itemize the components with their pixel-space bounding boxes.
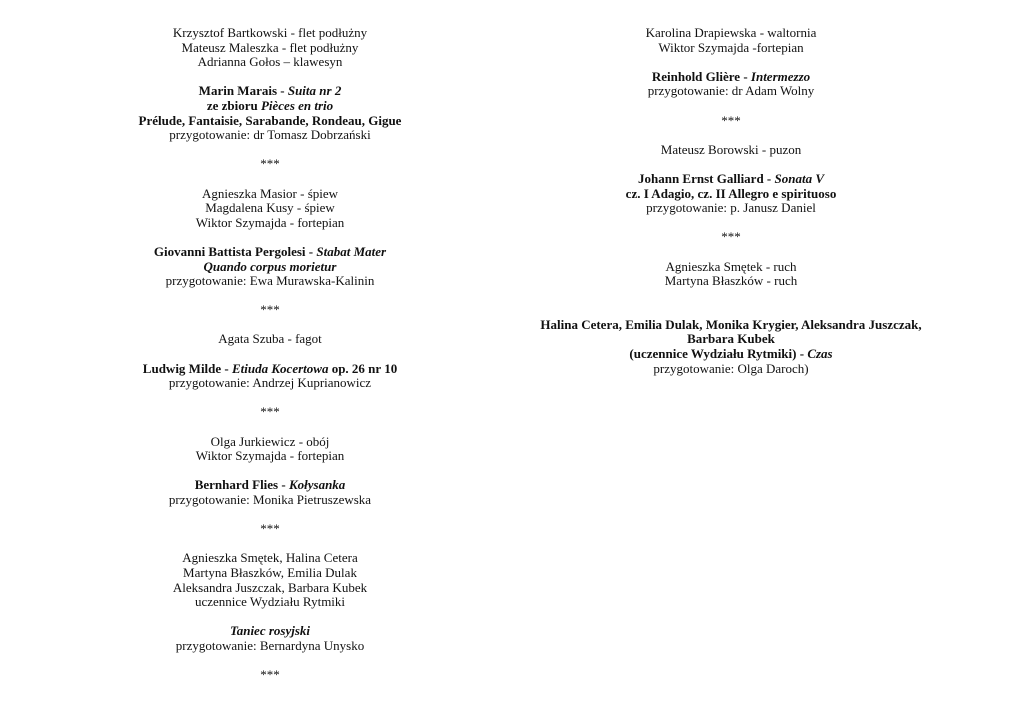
line-text: przygotowanie: dr Adam Wolny bbox=[647, 83, 815, 99]
program-line bbox=[60, 201, 480, 216]
work-title: Taniec rosyjski bbox=[229, 623, 311, 639]
line-text: przygotowanie: Bernardyna Unysko bbox=[175, 637, 365, 653]
program-line bbox=[521, 143, 941, 158]
program-line bbox=[521, 332, 941, 347]
work-title: Etiuda Kocertowa bbox=[232, 360, 329, 376]
spacer bbox=[521, 245, 941, 260]
program-line bbox=[521, 318, 941, 333]
program-line bbox=[521, 274, 941, 289]
section-separator bbox=[60, 405, 480, 420]
work-title: Suita nr 2 bbox=[287, 83, 342, 99]
line-text: Bernhard Flies - bbox=[194, 477, 289, 493]
program-line bbox=[60, 362, 480, 377]
section-separator bbox=[60, 668, 480, 683]
line-text: Karolina Drapiewska - waltornia bbox=[645, 25, 817, 40]
line-text: uczennice Wydziału Rytmiki bbox=[194, 594, 346, 610]
line-text: Johann Ernst Galliard - bbox=[637, 170, 775, 186]
line-text: Agnieszka Smętek - ruch bbox=[665, 258, 797, 274]
line-text: Prélude, Fantaisie, Sarabande, Rondeau, Gigue bbox=[138, 112, 402, 128]
spacer bbox=[60, 420, 480, 435]
program-line bbox=[60, 581, 480, 596]
spacer bbox=[521, 157, 941, 172]
spacer bbox=[60, 70, 480, 85]
program-line bbox=[521, 187, 941, 202]
line-text: *** bbox=[260, 404, 280, 420]
program-line bbox=[60, 216, 480, 231]
line-text: cz. I Adagio, cz. II Allegro e spirituoso bbox=[625, 185, 837, 201]
work-title: Kołysanka bbox=[288, 477, 346, 493]
program-line bbox=[521, 260, 941, 275]
line-text: przygotowanie: Ewa Murawska-Kalinin bbox=[165, 273, 375, 289]
program-line bbox=[521, 41, 941, 56]
program-line bbox=[60, 41, 480, 56]
line-text: Wiktor Szymajda -fortepian bbox=[658, 39, 804, 55]
line-text: *** bbox=[260, 156, 280, 172]
program-line bbox=[60, 435, 480, 450]
line-text: Agata Szuba - fagot bbox=[218, 331, 322, 347]
spacer bbox=[521, 216, 941, 231]
spacer bbox=[60, 347, 480, 362]
spacer bbox=[60, 318, 480, 333]
line-text: Reinhold Glière - bbox=[651, 68, 751, 84]
line-text: ze zbioru bbox=[206, 97, 261, 113]
program-line bbox=[60, 26, 480, 41]
program-line bbox=[60, 84, 480, 99]
program-line bbox=[521, 26, 941, 41]
line-text: Ludwig Milde - bbox=[142, 360, 233, 376]
line-text: Martyna Błaszków - ruch bbox=[664, 273, 798, 289]
line-text: Halina Cetera, Emilia Dulak, Monika Krygier, Aleksandra Juszczak, bbox=[540, 316, 922, 332]
line-text: Olga Jurkiewicz - obój bbox=[210, 433, 330, 449]
program-line bbox=[60, 449, 480, 464]
line-text: Barbara Kubek bbox=[687, 331, 775, 347]
section-separator bbox=[521, 114, 941, 129]
program-column-right bbox=[521, 26, 941, 376]
program-line bbox=[521, 362, 941, 377]
line-text: Aleksandra Juszczak, Barbara Kubek bbox=[172, 579, 368, 595]
line-text: Agnieszka Smętek, Halina Cetera bbox=[182, 550, 358, 566]
line-text: Martyna Błaszków, Emilia Dulak bbox=[183, 564, 357, 580]
work-title: Pièces en trio bbox=[260, 97, 334, 113]
line-text: przygotowanie: Andrzej Kuprianowicz bbox=[168, 375, 372, 391]
program-line bbox=[521, 70, 941, 85]
work-title: Sonata V bbox=[774, 170, 825, 186]
line-text: *** bbox=[260, 667, 280, 683]
spacer bbox=[60, 464, 480, 479]
section-separator bbox=[521, 230, 941, 245]
program-column-left bbox=[60, 26, 480, 683]
line-text: Mateusz Borowski - puzon bbox=[660, 141, 802, 157]
line-text: Adrianna Gołos – klawesyn bbox=[197, 54, 343, 70]
spacer bbox=[60, 230, 480, 245]
line-text: Giovanni Battista Pergolesi - bbox=[153, 243, 317, 259]
line-text: przygotowanie: Monika Pietruszewska bbox=[168, 492, 372, 507]
program-line bbox=[60, 376, 480, 391]
program-line bbox=[60, 551, 480, 566]
line-text: *** bbox=[260, 521, 280, 537]
spacer bbox=[521, 99, 941, 114]
program-line bbox=[60, 128, 480, 143]
line-text: *** bbox=[721, 112, 741, 128]
line-text: Wiktor Szymajda - fortepian bbox=[195, 214, 345, 230]
line-text: *** bbox=[260, 302, 280, 318]
line-text: przygotowanie: p. Janusz Daniel bbox=[646, 200, 816, 216]
spacer bbox=[60, 508, 480, 523]
spacer bbox=[60, 289, 480, 304]
spacer bbox=[60, 391, 480, 406]
program-line bbox=[60, 624, 480, 639]
line-text: *** bbox=[721, 229, 741, 245]
line-text: op. 26 nr 10 bbox=[328, 360, 398, 376]
spacer bbox=[521, 128, 941, 143]
program-line bbox=[521, 347, 941, 362]
program-line bbox=[521, 172, 941, 187]
line-text: Agnieszka Masior - śpiew bbox=[201, 185, 339, 201]
spacer bbox=[60, 537, 480, 552]
program-line bbox=[60, 187, 480, 202]
line-text: Mateusz Maleszka - flet podłużny bbox=[181, 39, 359, 55]
program-line bbox=[60, 260, 480, 275]
work-title: Intermezzo bbox=[750, 68, 811, 84]
program-line bbox=[521, 201, 941, 216]
program-line bbox=[60, 332, 480, 347]
program-line bbox=[521, 84, 941, 99]
spacer bbox=[521, 303, 941, 318]
line-text: przygotowanie: Olga Daroch) bbox=[653, 360, 809, 376]
work-title: Stabat Mater bbox=[316, 243, 387, 259]
line-text: przygotowanie: dr Tomasz Dobrzański bbox=[169, 127, 371, 143]
spacer bbox=[521, 289, 941, 304]
program-line bbox=[60, 566, 480, 581]
spacer bbox=[60, 172, 480, 187]
line-text: Wiktor Szymajda - fortepian bbox=[195, 448, 345, 464]
line-text: (uczennice Wydziału Rytmiki) - bbox=[629, 346, 808, 362]
program-line bbox=[60, 114, 480, 129]
section-separator bbox=[60, 303, 480, 318]
program-line bbox=[60, 55, 480, 70]
spacer bbox=[60, 610, 480, 625]
line-text: Magdalena Kusy - śpiew bbox=[205, 200, 335, 216]
line-text: Krzysztof Bartkowski - flet podłużny bbox=[172, 25, 368, 40]
program-line bbox=[60, 99, 480, 114]
program-line bbox=[60, 493, 480, 508]
work-title: Czas bbox=[807, 346, 833, 362]
program-line bbox=[60, 274, 480, 289]
program-line bbox=[60, 639, 480, 654]
program-line bbox=[60, 478, 480, 493]
spacer bbox=[60, 143, 480, 158]
spacer bbox=[521, 55, 941, 70]
section-separator bbox=[60, 157, 480, 172]
section-separator bbox=[60, 522, 480, 537]
spacer bbox=[60, 654, 480, 669]
program-line bbox=[60, 595, 480, 610]
program-line bbox=[60, 245, 480, 260]
line-text: Marin Marais - bbox=[198, 83, 288, 99]
work-title: Quando corpus morietur bbox=[203, 258, 337, 274]
